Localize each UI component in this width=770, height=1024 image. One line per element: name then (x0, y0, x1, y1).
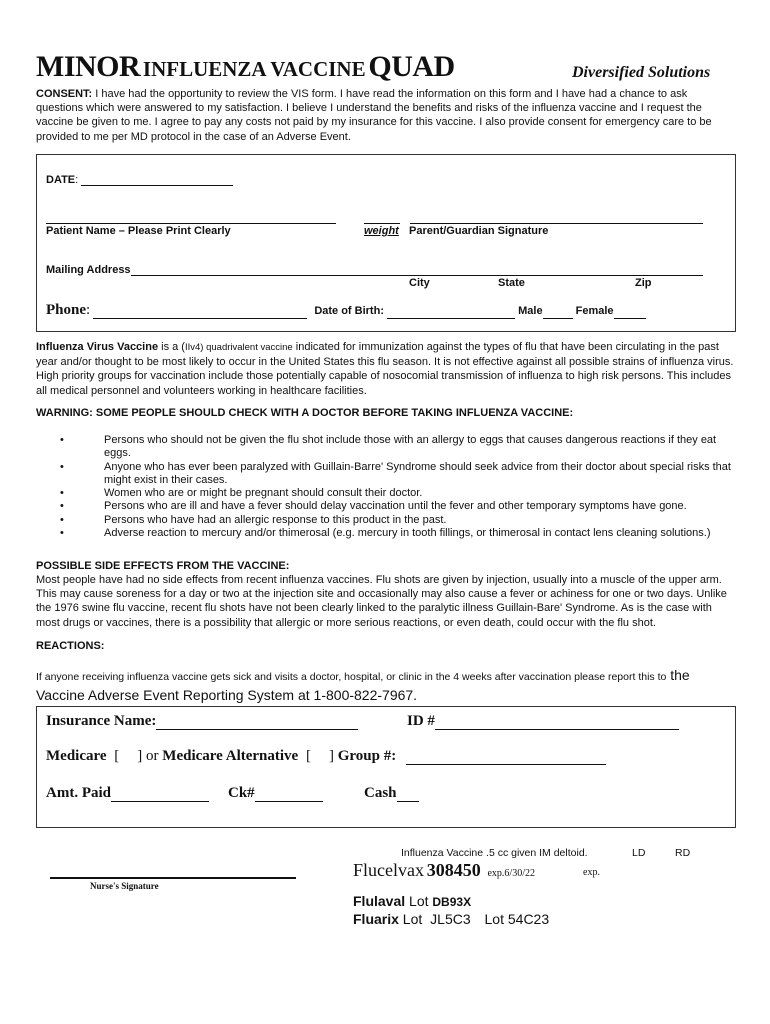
date-field[interactable] (81, 174, 233, 186)
warning-list (36, 434, 736, 540)
date-sep: : (75, 174, 79, 186)
mailing-row (46, 264, 703, 276)
form-title (36, 50, 736, 84)
flucelvax-exp: exp.6/30/22 (487, 868, 535, 879)
reactions-text (36, 666, 746, 706)
flucelvax-row (353, 860, 535, 881)
fluarix-lot2: Lot 54C23 (484, 911, 550, 927)
medicare-alt-checkbox[interactable] (306, 748, 334, 764)
medicare-row (46, 748, 606, 765)
ck-label: Ck# (228, 785, 255, 801)
guardian-signature-label: Parent/Guardian Signature (409, 225, 549, 237)
medicare-alt-label: Medicare Alternative (162, 748, 299, 764)
cash-field[interactable] (397, 787, 419, 802)
weight-label: weight (364, 225, 399, 237)
fluarix-row (353, 911, 549, 927)
title-influenza-vaccine: INFLUENZA VACCINE (142, 57, 366, 81)
reactions-text-large2: Vaccine Adverse Event Reporting System at 1-800-822-7967. (36, 687, 418, 703)
phone-field[interactable] (93, 304, 307, 319)
list-item: • Persons who are ill and have a fever should delay vaccination until the fever and other temporary symptoms have gone. (36, 500, 736, 513)
mailing-address-field[interactable] (131, 264, 703, 276)
female-label: Female (575, 305, 614, 317)
fluarix-lot-word: Lot (402, 911, 423, 927)
flulaval-lot-word: Lot (409, 893, 429, 909)
list-item: • Women who are or might be pregnant should consult their doctor. (36, 487, 736, 500)
warning-heading: WARNING: SOME PEOPLE SHOULD CHECK WITH A DOCTOR BEFORE TAKING INFLUENZA VACCINE: (36, 407, 574, 419)
side-effects-text: Most people have had no side effects from recent influenza vaccines. Flu shots are given by injection, usually into a muscle of the upper arm. This may cause soreness for a day or two at the injection site and occasionally may also cause a fever or achiness for one or two days. Unlike the 1976 swine flu vaccine, recent flu shots have not been clearly linked to the paralytic illness Guillain-Bare' Syndrome. As is the case with most drugs or vaccines, there is a possibility that allergic or more serious reactions, or even death, could occur with the flu shot. (36, 574, 727, 629)
flulaval-lot: DB93X (432, 895, 472, 909)
bracket-close: ] (137, 748, 143, 764)
medicare-label: Medicare (46, 748, 107, 764)
fluarix-name: Fluarix (353, 911, 399, 927)
insurance-name-label: Insurance Name: (46, 713, 157, 729)
vaccine-given-text: Influenza Vaccine .5 cc given IM deltoid. (401, 847, 588, 859)
title-quad: QUAD (368, 50, 455, 83)
list-item: • Anyone who has ever been paralyzed with Guillain-Barre' Syndrome should seek advice from their doctor about special risks that might exist in their cases. (36, 461, 736, 488)
vaccine-info-rest: indicated for immunization against the types of flu that have been circulating in the past year and/or thought to be most likely to occur in the United States this flu season. It is not effective against all possible strains of influenza virus. High priority groups for vaccination include those potentially capable of nosocomial transmission of influenza to high risk persons. This includes all medical personnel and volunteers working in healthcare facilities. (36, 341, 734, 397)
nurse-signature-field[interactable] (50, 866, 296, 879)
mailing-label: Mailing Address (46, 264, 131, 276)
reactions-text-large1: the (666, 667, 690, 683)
flulaval-row (353, 893, 471, 909)
weight-field[interactable] (364, 212, 400, 224)
male-field[interactable] (543, 307, 573, 319)
reactions-text-small: If anyone receiving influenza vaccine gets sick and visits a doctor, hospital, or clinic in the 4 weeks after vaccination please report this to (36, 671, 667, 683)
flulaval-name: Flulaval (353, 893, 406, 909)
female-field[interactable] (614, 307, 646, 319)
medicare-checkbox[interactable] (114, 748, 142, 764)
consent-text: I have had the opportunity to review the VIS form. I have read the information on this form and I have had a chance to ask questions which were answered to my satisfaction. I believe I understand the benefits and risks of the influenza vaccine and I request the vaccine be given to me. I agree to pay any costs not paid by my insurance for this vaccine. I also provide consent for emergency care to be provided to me per MD protocol in the case of an Adverse Event. (36, 88, 712, 143)
patient-name-field[interactable] (46, 212, 336, 224)
brand-name: Diversified Solutions (572, 64, 711, 81)
amt-paid-label: Amt. Paid (46, 785, 111, 801)
consent-label: CONSENT: (36, 88, 93, 100)
zip-label: Zip (635, 277, 652, 289)
bracket-open: [ (114, 748, 120, 764)
id-label: ID # (407, 713, 435, 729)
list-item: • Persons who should not be given the flu shot include those with an allergy to eggs that causes dangerous reactions if they eat eggs. (36, 434, 736, 461)
exp-label: exp. (583, 867, 600, 878)
vaccine-info-small: IIv4) quadrivalent vaccine (184, 342, 293, 353)
list-item: • Adverse reaction to mercury and/or thimerosal (e.g. mercury in tooth fillings, or thimerosal in contact lens cleaning solutions.) (36, 527, 736, 540)
vaccine-info-paragraph (36, 340, 736, 398)
amt-paid-row (46, 785, 209, 802)
phone-sep: : (86, 302, 91, 318)
state-label: State (498, 277, 525, 289)
bracket-open: [ (305, 748, 311, 764)
bracket-close: ] (328, 748, 334, 764)
vaccine-info-head: Influenza Virus Vaccine (36, 341, 159, 353)
or-label: or (146, 748, 159, 764)
city-label: City (409, 277, 430, 289)
flucelvax-name: Flucelvax (353, 860, 424, 880)
insurance-name-row (46, 713, 358, 730)
group-field[interactable] (406, 750, 606, 765)
side-effects-heading: POSSIBLE SIDE EFFECTS FROM THE VACCINE: (36, 560, 290, 572)
ck-row (228, 785, 323, 802)
phone-label: Phone (46, 302, 87, 318)
rd-label: RD (675, 847, 691, 859)
date-label: DATE (46, 174, 76, 186)
dob-field[interactable] (387, 307, 515, 319)
cash-row (364, 785, 419, 802)
reactions-heading: REACTIONS: (36, 640, 105, 652)
guardian-signature-field[interactable] (410, 212, 703, 224)
id-field[interactable] (435, 715, 679, 730)
consent-paragraph (36, 87, 736, 144)
phone-row (46, 302, 646, 319)
fluarix-lot1: JL5C3 (430, 911, 471, 927)
cash-label: Cash (364, 785, 397, 801)
nurse-signature-label: Nurse's Signature (90, 881, 159, 891)
id-row (407, 713, 679, 730)
dob-label: Date of Birth: (314, 305, 384, 317)
patient-name-label: Patient Name – Please Print Clearly (46, 225, 231, 237)
group-label: Group #: (337, 748, 397, 764)
ld-label: LD (632, 847, 646, 859)
ck-field[interactable] (255, 787, 323, 802)
list-item: • Persons who have had an allergic response to this product in the past. (36, 514, 736, 527)
title-minor: MINOR (36, 50, 141, 83)
amt-paid-field[interactable] (111, 787, 209, 802)
male-label: Male (518, 305, 543, 317)
insurance-name-field[interactable] (156, 715, 358, 730)
flucelvax-lot: 308450 (426, 860, 481, 880)
date-row (46, 174, 233, 186)
vaccine-info-mid: is a ( (158, 341, 185, 353)
